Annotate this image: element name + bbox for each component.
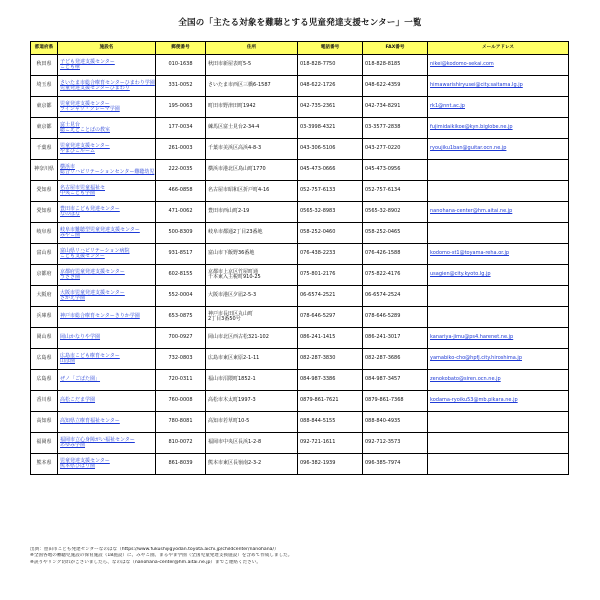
cell-facility: [58, 160, 156, 181]
table-row: [31, 55, 569, 76]
cell-fax: 045-473-0956: [363, 160, 428, 181]
table-row: [31, 97, 569, 118]
cell-pref: 大阪府: [31, 286, 58, 307]
cell-zip: 261-0003: [156, 139, 206, 160]
cell-mail: [428, 118, 569, 139]
cell-tel: 052-757-6133: [298, 181, 363, 202]
cell-tel: 088-844-5155: [298, 412, 363, 433]
cell-facility: [58, 181, 156, 202]
facility-link[interactable]: こども療: [60, 64, 81, 70]
cell-zip: 195-0063: [156, 97, 206, 118]
address-line: 町田市野津田町1942: [208, 103, 256, 110]
cell-fax: 048-622-4359: [363, 76, 428, 97]
address-line: 高松市木太町1997-3: [208, 397, 256, 404]
cell-fax: 043-277-0220: [363, 139, 428, 160]
cell-tel: 078-646-5297: [298, 307, 363, 328]
cell-mail: [428, 160, 569, 181]
cell-pref: 広島県: [31, 349, 58, 370]
email-link[interactable]: zenokobato@siren.ocn.ne.jp: [430, 376, 501, 383]
cell-fax: 058-252-0465: [363, 223, 428, 244]
cell-address: [206, 370, 298, 391]
cell-facility: [58, 370, 156, 391]
cell-tel: 0879-861-7621: [298, 391, 363, 412]
address-line: さいたま市西区三橋6-1587: [208, 82, 271, 89]
address-line: 熊本市東区長嶺南2-3-2: [208, 460, 262, 467]
cell-tel: 043-306-5106: [298, 139, 363, 160]
email-link[interactable]: usagien@city.kyoto.lg.jp: [430, 271, 491, 278]
cell-pref: 秋田県: [31, 55, 58, 76]
facility-link[interactable]: なのはな: [60, 211, 81, 217]
cell-address: [206, 454, 298, 475]
cell-zip: 861-8039: [156, 454, 206, 475]
cell-zip: 010-1638: [156, 55, 206, 76]
facility-link[interactable]: うさぎ園: [60, 274, 81, 280]
cell-facility: [58, 412, 156, 433]
cell-mail: [428, 223, 569, 244]
header-address: 住所: [206, 42, 298, 55]
table-row: [31, 391, 569, 412]
cell-address: [206, 97, 298, 118]
cell-fax: 042-734-8291: [363, 97, 428, 118]
facility-link[interactable]: 岡山かなりや学園: [60, 334, 101, 341]
facility-link[interactable]: 高松こだま学園: [60, 397, 96, 404]
cell-mail: [428, 454, 569, 475]
cell-fax: 075-822-4176: [363, 265, 428, 286]
cell-facility: [58, 349, 156, 370]
cell-fax: 0879-861-7368: [363, 391, 428, 412]
facility-link[interactable]: 児童発達支援センター: [60, 457, 110, 464]
cell-facility: [58, 55, 156, 76]
cell-mail: [428, 370, 569, 391]
address-line: 京都市上京区竹屋町通: [208, 268, 259, 275]
cell-mail: [428, 97, 569, 118]
header-mail: メールアドレス: [428, 42, 569, 55]
facility-link[interactable]: 高知県立療育福祉センター: [60, 418, 120, 425]
cell-address: [206, 181, 298, 202]
email-link[interactable]: fujimidaikikoe@kyn.biglobe.ne.jp: [430, 124, 513, 131]
cell-fax: 076-426-1588: [363, 244, 428, 265]
address-line: 秋田市新屋表町5-5: [208, 61, 252, 68]
facility-link[interactable]: 広島市こども療育センター: [60, 352, 120, 359]
table-row: [31, 454, 569, 475]
cell-tel: 075-801-2176: [298, 265, 363, 286]
table-row: [31, 202, 569, 223]
cell-fax: 018-828-8185: [363, 55, 428, 76]
cell-address: [206, 76, 298, 97]
cell-tel: 082-287-3830: [298, 349, 363, 370]
cell-address: [206, 118, 298, 139]
facility-link[interactable]: 児童発達支援センター: [60, 100, 110, 107]
facility-link[interactable]: 聴こえとことばの教室: [60, 127, 111, 133]
cell-mail: [428, 328, 569, 349]
table-row: [31, 412, 569, 433]
table-row: [31, 328, 569, 349]
address-line: 福山市沼隈町1852-1: [208, 376, 256, 383]
cell-mail: [428, 55, 569, 76]
cell-zip: 810-0072: [156, 433, 206, 454]
cell-tel: 045-473-0666: [298, 160, 363, 181]
cell-zip: 177-0034: [156, 118, 206, 139]
email-link[interactable]: rk1@nnt.ac.jp: [430, 103, 465, 110]
cell-fax: 03-3577-2838: [363, 118, 428, 139]
table-row: [31, 76, 569, 97]
cell-facility: [58, 286, 156, 307]
cell-facility: [58, 76, 156, 97]
email-link[interactable]: kodomo-st1@toyama-reha.or.jp: [430, 250, 510, 257]
facility-link[interactable]: 大阪市児童発達支援センター: [60, 289, 125, 296]
email-link[interactable]: himawarishiryusei@city.saitama.lg.jp: [430, 82, 523, 89]
cell-fax: 088-840-4935: [363, 412, 428, 433]
cell-zip: 732-0803: [156, 349, 206, 370]
table-row: [31, 223, 569, 244]
address-line: 岐阜市都通2丁目23番地: [208, 229, 263, 236]
cell-tel: 06-6574-2521: [298, 286, 363, 307]
cell-address: [206, 433, 298, 454]
cell-pref: 福岡県: [31, 433, 58, 454]
cell-facility: [58, 244, 156, 265]
address-line: 岡山市北区西古松321-102: [208, 334, 269, 341]
cell-pref: 広島県: [31, 370, 58, 391]
email-link[interactable]: kanariya-jimu@ps4.harenet.ne.jp: [430, 334, 514, 341]
facility-link[interactable]: みやこ園: [60, 232, 81, 238]
cell-address: [206, 391, 298, 412]
cell-zip: 331-0052: [156, 76, 206, 97]
footnote-scope: ※全国各地の難聴児施設の保育施設（18施設）に、みやこ園、まるやま学園（全国児童発達支援施設）を含めて作成しました。: [30, 553, 293, 559]
facility-link[interactable]: 山彦園: [60, 358, 76, 364]
facility-link[interactable]: 中央こども学園: [60, 190, 96, 196]
cell-mail: [428, 181, 569, 202]
cell-tel: 096-382-1939: [298, 454, 363, 475]
footnotes: [30, 547, 570, 566]
table-row: [31, 265, 569, 286]
cell-mail: [428, 307, 569, 328]
cell-facility: [58, 391, 156, 412]
email-link[interactable]: kodama-ryoiku53@mb.pikara.ne.jp: [430, 397, 518, 404]
cell-mail: [428, 391, 569, 412]
table-row: [31, 118, 569, 139]
cell-facility: [58, 307, 156, 328]
cell-facility: [58, 223, 156, 244]
address-line: 千葉市美浜区高浜4-8-3: [208, 145, 262, 152]
cell-mail: [428, 433, 569, 454]
cell-zip: 552-0004: [156, 286, 206, 307]
cell-pref: 東京都: [31, 118, 58, 139]
table-header-row: [31, 42, 569, 55]
table-row: [31, 433, 569, 454]
cell-fax: 078-646-5289: [363, 307, 428, 328]
address-line: 大阪市港区夕凪2-5-3: [208, 292, 257, 299]
cell-facility: [58, 265, 156, 286]
cell-tel: 018-828-7750: [298, 55, 363, 76]
cell-mail: [428, 244, 569, 265]
cell-zip: 931-8517: [156, 244, 206, 265]
table-row: [31, 181, 569, 202]
cell-address: [206, 349, 298, 370]
email-link[interactable]: nanohana-center@hm.aitai.ne.jp: [430, 208, 513, 215]
cell-mail: [428, 349, 569, 370]
cell-zip: 602-8155: [156, 265, 206, 286]
cell-tel: 048-622-1726: [298, 76, 363, 97]
cell-address: [206, 244, 298, 265]
facility-link[interactable]: 神戸市総合療育センターきりか学園: [60, 313, 140, 320]
cell-pref: 香川県: [31, 391, 58, 412]
facility-table: [30, 41, 569, 475]
address-line: 練馬区富士見台2-34-4: [208, 124, 260, 131]
facility-link[interactable]: 総合リハビリテーションセンター難聴幼児: [60, 169, 155, 175]
cell-fax: 086-241-3017: [363, 328, 428, 349]
page-title: 全国の「主たる対象を難聴とする児童発達支援センター」一覧: [178, 18, 422, 28]
cell-pref: 愛知県: [31, 202, 58, 223]
facility-link[interactable]: 福岡市立心身障がい福祉センター: [60, 436, 135, 443]
table-row: [31, 349, 569, 370]
facility-link[interactable]: ぜノ「ごばた園」: [60, 376, 101, 383]
facility-link[interactable]: あゆみ学園: [60, 442, 86, 448]
cell-pref: 熊本県: [31, 454, 58, 475]
facility-link[interactable]: ライシャワ・クレーマ学園: [60, 106, 120, 112]
cell-tel: 058-252-0460: [298, 223, 363, 244]
cell-facility: [58, 139, 156, 160]
address-line: 豊田市西山町2-19: [208, 208, 250, 215]
cell-facility: [58, 97, 156, 118]
cell-address: [206, 328, 298, 349]
cell-mail: [428, 76, 569, 97]
address-line: 広島市東区東原2-1-11: [208, 355, 260, 362]
cell-pref: 兵庫県: [31, 307, 58, 328]
address-line: 福岡市中央区長浜1-2-8: [208, 439, 262, 446]
facility-link[interactable]: 子ども発達支援センター: [60, 58, 115, 65]
table-row: [31, 139, 569, 160]
cell-pref: 富山県: [31, 244, 58, 265]
cell-address: [206, 307, 298, 328]
facility-link[interactable]: 名古屋市児童福祉セ: [60, 184, 106, 191]
cell-pref: 千葉県: [31, 139, 58, 160]
cell-fax: 096-385-7974: [363, 454, 428, 475]
cell-pref: 京都府: [31, 265, 58, 286]
cell-zip: 653-0875: [156, 307, 206, 328]
facility-link[interactable]: 京都府児童発達支援センター: [60, 268, 125, 275]
cell-zip: 720-0311: [156, 370, 206, 391]
header-zip: 郵便番号: [156, 42, 206, 55]
cell-facility: [58, 202, 156, 223]
cell-pref: 岡山県: [31, 328, 58, 349]
header-fax: FAX番号: [363, 42, 428, 55]
header-facility: 施設名: [58, 42, 156, 55]
facility-link[interactable]: 児童発達支援センターひまわり: [60, 85, 130, 91]
header-tel: 電話番号: [298, 42, 363, 55]
cell-zip: 471-0062: [156, 202, 206, 223]
cell-address: [206, 412, 298, 433]
footnote-source: 出典：豊田市こども発達センターなのはな（https://www.fukushijigyodan.toyota.aichi.jp/childcenter/nanohana/）: [30, 547, 279, 552]
cell-pref: 埼玉県: [31, 76, 58, 97]
cell-tel: 076-438-2233: [298, 244, 363, 265]
facility-link[interactable]: 児童発達支援センター: [60, 142, 110, 149]
footnote-contact: ※誤りやリンク切れがございましたら、なのはな（nanohana-center@hm.aitai.ne.jp）までご連絡ください。: [30, 559, 261, 565]
address-line: 神戸市長田区丸山町: [208, 310, 254, 317]
address-line: 2丁目3番50号: [208, 316, 241, 322]
facility-link[interactable]: 富士見台: [60, 121, 81, 128]
facility-link[interactable]: さいたま市総合療育センターひまわり学園: [60, 79, 155, 86]
cell-tel: 086-241-1415: [298, 328, 363, 349]
cell-address: [206, 139, 298, 160]
cell-pref: 岐阜県: [31, 223, 58, 244]
email-link[interactable]: nikei@kodomo-sekai.com: [430, 61, 494, 68]
cell-mail: [428, 139, 569, 160]
table-row: [31, 370, 569, 391]
cell-facility: [58, 328, 156, 349]
cell-pref: 神奈川県: [31, 160, 58, 181]
table-row: [31, 307, 569, 328]
cell-zip: 466-0858: [156, 181, 206, 202]
cell-address: [206, 55, 298, 76]
cell-tel: 084-987-3386: [298, 370, 363, 391]
cell-fax: 082-287-3686: [363, 349, 428, 370]
facility-link[interactable]: やまびこルーム: [60, 148, 96, 154]
cell-fax: 0565-32-8902: [363, 202, 428, 223]
cell-fax: 092-712-3573: [363, 433, 428, 454]
cell-zip: 780-8081: [156, 412, 206, 433]
header-pref: 都道府県: [31, 42, 58, 55]
cell-zip: 760-0008: [156, 391, 206, 412]
cell-zip: 500-8309: [156, 223, 206, 244]
facility-link[interactable]: 豊田市こども発達センター: [60, 205, 120, 212]
cell-fax: 06-6574-2524: [363, 286, 428, 307]
cell-tel: 092-721-1611: [298, 433, 363, 454]
facility-link[interactable]: 岐阜市難聴型児童発達支援センター: [60, 226, 140, 233]
cell-pref: 愛知県: [31, 181, 58, 202]
cell-facility: [58, 454, 156, 475]
cell-address: [206, 265, 298, 286]
cell-mail: [428, 202, 569, 223]
facility-link[interactable]: 横浜市: [60, 163, 76, 170]
cell-fax: 084-987-3457: [363, 370, 428, 391]
address-line: 名古屋市昭和区折戸町4-16: [208, 187, 270, 194]
facility-link[interactable]: 富山県リハビリテーション病院: [60, 247, 130, 254]
table-row: [31, 160, 569, 181]
cell-tel: 042-735-2361: [298, 97, 363, 118]
cell-mail: [428, 286, 569, 307]
cell-zip: 700-0927: [156, 328, 206, 349]
address-line: 高知市若草町10-5: [208, 418, 250, 425]
cell-address: [206, 223, 298, 244]
facility-link[interactable]: 熊本県ひばり園: [60, 463, 96, 469]
address-line: 横浜市港北区鳥山町1770: [208, 166, 266, 173]
address-line: 富山市下飯野36番地: [208, 250, 255, 257]
facility-link[interactable]: さかえ学園: [60, 295, 86, 301]
cell-pref: 東京都: [31, 97, 58, 118]
cell-tel: 03-3998-4321: [298, 118, 363, 139]
cell-pref: 高知県: [31, 412, 58, 433]
email-link[interactable]: ryoujiku1ban@guitar.ocn.ne.jp: [430, 145, 507, 152]
cell-mail: [428, 412, 569, 433]
cell-zip: 222-0035: [156, 160, 206, 181]
cell-address: [206, 160, 298, 181]
cell-facility: [58, 433, 156, 454]
cell-fax: 052-757-6134: [363, 181, 428, 202]
cell-facility: [58, 118, 156, 139]
address-line: 千本東入主税町910-25: [208, 274, 261, 280]
cell-tel: 0565-32-8983: [298, 202, 363, 223]
table-row: [31, 286, 569, 307]
facility-link[interactable]: こども支援センター: [60, 253, 105, 259]
table-row: [31, 244, 569, 265]
cell-mail: [428, 265, 569, 286]
cell-address: [206, 202, 298, 223]
cell-address: [206, 286, 298, 307]
email-link[interactable]: yamabiko-cho@hpfj.city.hiroshima.jp: [430, 355, 522, 362]
